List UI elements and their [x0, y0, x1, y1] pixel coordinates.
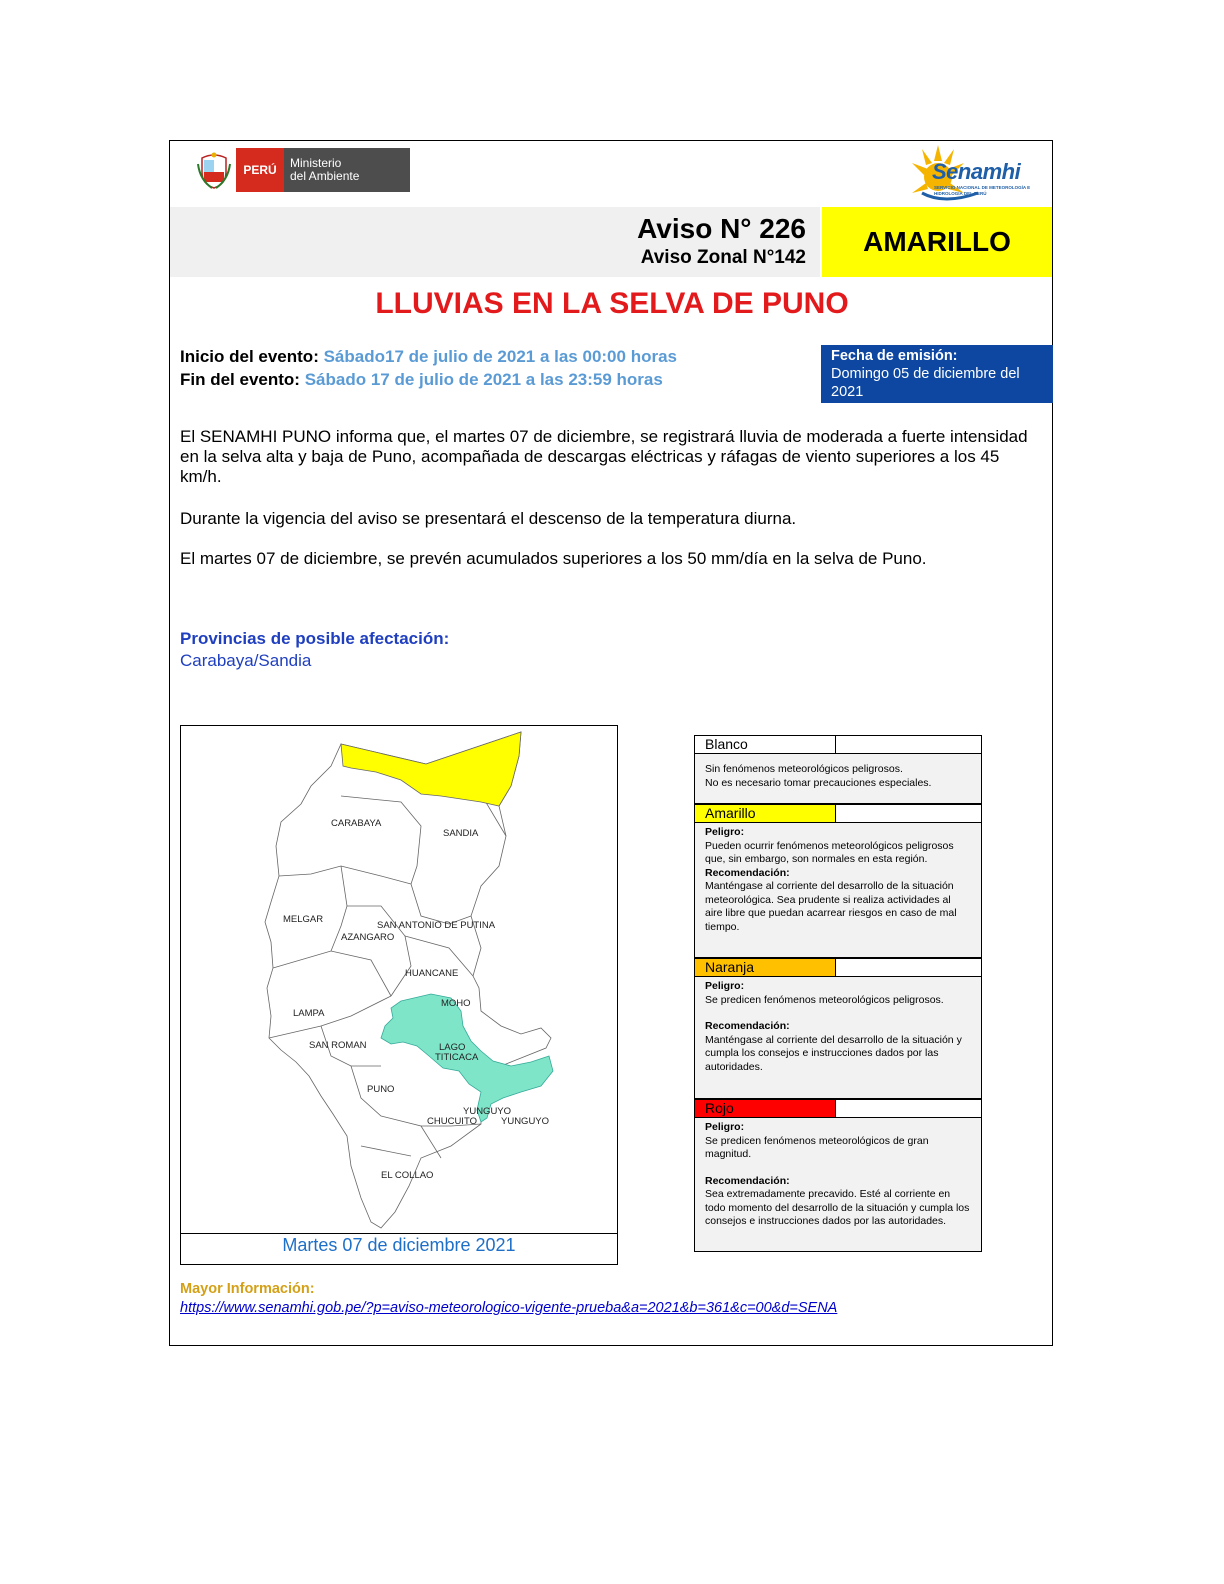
legend-naranja-header	[694, 958, 982, 977]
map-caption: Martes 07 de diciembre 2021	[282, 1235, 516, 1255]
legend-blanco-header	[694, 735, 982, 754]
alert-level-badge: AMARILLO	[822, 207, 1052, 277]
legend-naranja-peligro: Se predicen fenómenos meteorológicos peligrosos.	[705, 993, 944, 1006]
puno-map	[180, 725, 618, 1265]
alert-level-legend	[694, 735, 982, 1252]
provinces-label: Provincias de posible afectación:	[180, 629, 450, 648]
event-end	[180, 370, 663, 390]
legend-blanco-name: Blanco	[694, 735, 836, 754]
legend-rojo-peligro-label: Peligro:	[705, 1121, 745, 1133]
map-label-lago: LAGO	[439, 1042, 466, 1053]
bulletin-frame	[169, 140, 1053, 1346]
event-end-label: Fin del evento:	[180, 370, 300, 389]
peru-label: PERÚ	[236, 148, 284, 192]
event-start-label: Inicio del evento:	[180, 347, 319, 366]
senamhi-logo	[908, 143, 1048, 209]
provinces-value: Carabaya/Sandia	[180, 651, 312, 670]
legend-amarillo-body	[694, 823, 982, 958]
paragraph-3: El martes 07 de diciembre, se prevén acumulados superiores a los 50 mm/día en la selva de Puno.	[180, 549, 927, 568]
map-label-el-collao: EL COLLAO	[381, 1170, 434, 1181]
emission-label: Fecha de emisión:	[831, 348, 958, 364]
aviso-zonal-number: Aviso Zonal N°142	[640, 247, 806, 268]
page-title: LLUVIAS EN LA SELVA DE PUNO	[375, 287, 849, 320]
paragraph-2: Durante la vigencia del aviso se presentará el descenso de la temperatura diurna.	[180, 509, 797, 528]
map-label-titicaca: TITICACA	[435, 1052, 479, 1063]
legend-blanco-line2: No es necesario tomar precauciones especiales.	[705, 776, 932, 789]
legend-amarillo-blank	[836, 804, 982, 823]
ministry-line2: del Ambiente	[290, 169, 360, 183]
map-label-san-roman: SAN ROMAN	[309, 1040, 367, 1051]
legend-rojo-peligro: Se predicen fenómenos meteorológicos de gran magnitud.	[705, 1134, 929, 1160]
legend-rojo-rec: Sea extremadamente precavido. Esté al corriente en todo momento del desarrollo de la situación y cumpla los consejos e instrucciones dados por las autoridades.	[705, 1188, 970, 1227]
map-label-chucuito: CHUCUITO	[427, 1116, 477, 1127]
more-info-label: Mayor Información:	[180, 1281, 315, 1297]
legend-naranja-blank	[836, 958, 982, 977]
map-label-azangaro: AZANGARO	[341, 932, 395, 943]
legend-amarillo-rec-label: Recomendación:	[705, 866, 790, 879]
map-label-melgar: MELGAR	[283, 914, 324, 925]
map-label-lampa: LAMPA	[293, 1008, 325, 1019]
legend-rojo-name: Rojo	[694, 1099, 836, 1118]
legend-amarillo-header	[694, 804, 982, 823]
coat-of-arms-icon	[196, 150, 232, 190]
senamhi-name: Senamhi	[932, 159, 1021, 184]
legend-rojo-blank	[836, 1099, 982, 1118]
map-label-moho: MOHO	[441, 998, 471, 1009]
map-caption-divider	[180, 1233, 618, 1234]
paragraph-1: El SENAMHI PUNO informa que, el martes 07 de diciembre, se registrará lluvia de moderada a fuerte intensidad en la selva alta y baja de Puno, acompañada de descargas eléctricas y ráfagas de viento superiores a los 45 km/h.	[180, 427, 1028, 486]
legend-naranja-body	[694, 977, 982, 1099]
event-end-value: Sábado 17 de julio de 2021 a las 23:59 horas	[304, 370, 663, 389]
legend-amarillo-name: Amarillo	[694, 804, 836, 823]
legend-amarillo-peligro-label: Peligro:	[705, 826, 745, 838]
map-label-yunguyo-2: YUNGUYO	[501, 1116, 550, 1127]
legend-amarillo-rec: Manténgase al corriente del desarrollo de la situación meteorológica. Sea prudente si realiza actividades al aire libre que puedan acarrear riesgos en caso de mal tiempo.	[705, 880, 957, 933]
map-label-carabaya: CARABAYA	[331, 818, 382, 829]
legend-rojo-body	[694, 1118, 982, 1252]
legend-blanco-blank	[836, 735, 982, 754]
event-start-value: Sábado17 de julio de 2021 a las 00:00 horas	[323, 347, 677, 366]
legend-naranja-peligro-label: Peligro:	[705, 980, 745, 992]
ministry-name	[284, 148, 410, 192]
legend-amarillo-peligro: Pueden ocurrir fenómenos meteorológicos peligrosos que, sin embargo, son normales en esta región.	[705, 839, 954, 865]
legend-blanco-line1: Sin fenómenos meteorológicos peligrosos.	[705, 763, 903, 775]
legend-naranja-name: Naranja	[694, 958, 836, 977]
legend-blanco-body	[694, 754, 982, 804]
ministry-logo	[196, 147, 412, 193]
map-label-yunguyo-1: YUNGUYO	[463, 1106, 512, 1117]
legend-naranja-rec: Manténgase al corriente del desarrollo de la situación y cumpla los consejos e instrucciones dados por las autoridades.	[705, 1033, 962, 1073]
map-label-huancane: HUANCANE	[405, 968, 459, 979]
aviso-number: Aviso N° 226	[637, 213, 806, 244]
event-start	[180, 347, 677, 367]
legend-rojo-header	[694, 1099, 982, 1118]
puno-map-svg	[181, 726, 616, 1232]
emission-date-box	[821, 345, 1053, 403]
map-label-puno: PUNO	[367, 1084, 395, 1095]
more-info-link[interactable]: https://www.senamhi.gob.pe/?p=aviso-meteorologico-vigente-prueba&a=2021&b=361&c=00&d=SENA	[180, 1300, 838, 1316]
map-label-san-antonio: SAN ANTONIO DE PUTINA	[377, 920, 496, 931]
legend-rojo-rec-label: Recomendación:	[705, 1174, 790, 1187]
ministry-line1: Ministerio	[290, 156, 342, 170]
senamhi-subtitle: SERVICIO NACIONAL DE METEOROLOGÍA E HIDROLOGÍA DEL PERÚ	[934, 185, 1031, 196]
map-label-sandia: SANDIA	[443, 828, 479, 839]
emission-value: Domingo 05 de diciembre del 2021	[831, 366, 1020, 400]
legend-naranja-rec-label: Recomendación:	[705, 1020, 790, 1032]
